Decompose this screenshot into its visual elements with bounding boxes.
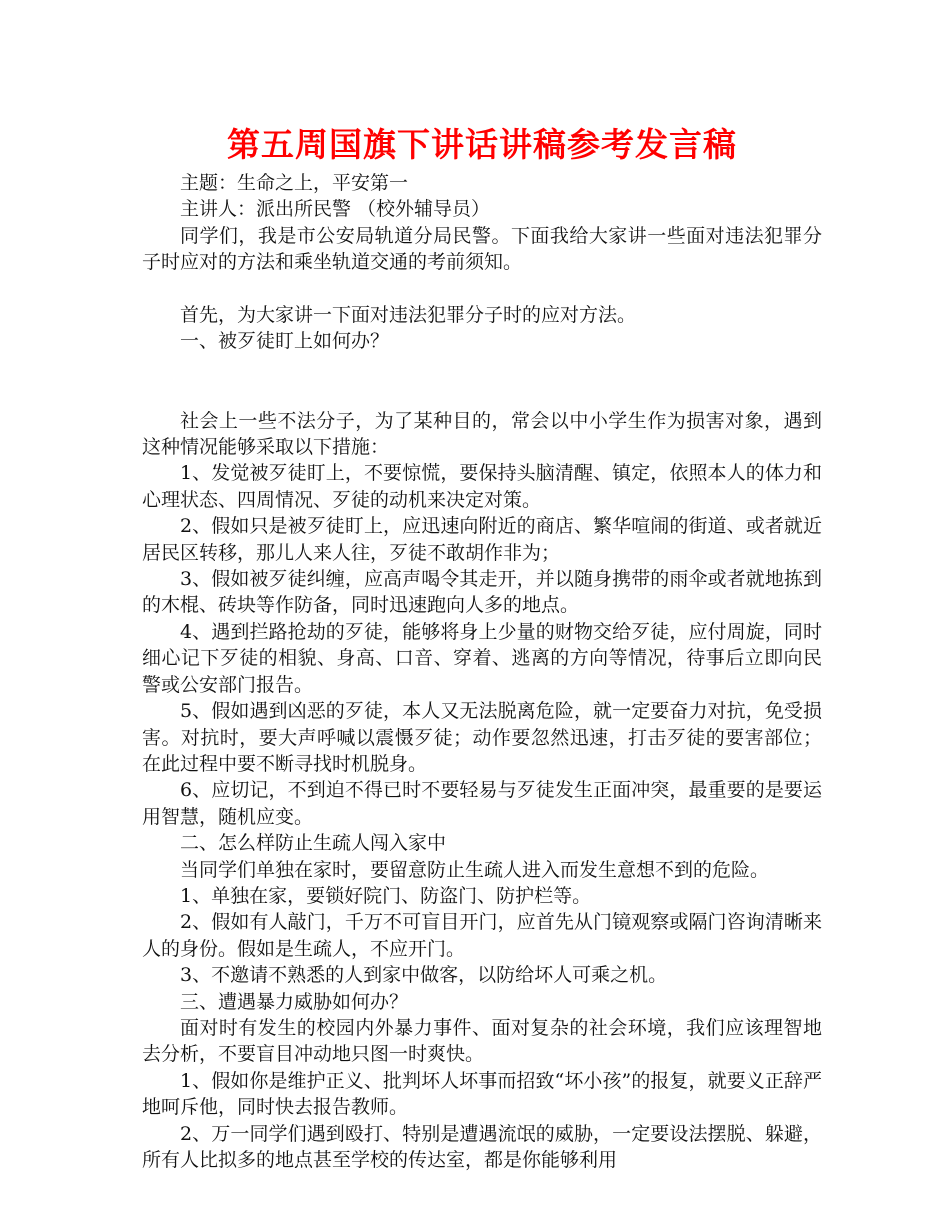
- section-heading: 二、怎么样防止生疏人闯入家中: [180, 832, 447, 855]
- section-heading: 一、被歹徒盯上如何办？: [180, 330, 390, 353]
- list-item: 3、假如被歹徒纠缠，应高声喝令其走开，并以随身携带的雨伞或者就地拣到的木棍、砖块等作防备，同时迅速跑向人多的地点。: [142, 568, 822, 617]
- list-item: 2、假如只是被歹徒盯上，应迅速向附近的商店、繁华喧闹的街道、或者就近居民区转移，那儿人来人往，歹徒不敢胡作非为；: [142, 515, 822, 564]
- paragraph: 面对时有发生的校园内外暴力事件、面对复杂的社会环境，我们应该理智地去分析，不要盲目冲动地只图一时爽快。: [142, 1016, 822, 1066]
- list-item: 5、假如遇到凶恶的歹徒，本人又无法脱离危险，就一定要奋力对抗，免受损害。对抗时，要大声呼喊以震慑歹徒；动作要忽然迅速，打击歹徒的要害部位；在此过程中要不断寻找时机脱身。: [142, 700, 822, 775]
- list-item: 2、假如有人敲门，千万不可盲目开门，应首先从门镜观察或隔门咨询清晰来人的身份。假如是生疏人，不应开门。: [142, 911, 822, 960]
- list-item: 1、发觉被歹徒盯上，不要惊慌，要保持头脑清醒、镇定，依照本人的体力和心理状态、四周情况、歹徒的动机来决定对策。: [142, 462, 822, 511]
- list-item: 3、不邀请不熟悉的人到家中做客，以防给坏人可乘之机。: [180, 964, 668, 987]
- list-item: 2、万一同学们遇到殴打、特别是遭遇流氓的威胁，一定要设法摆脱、躲避，所有人比拟多的地点甚至学校的传达室，都是你能够利用: [142, 1122, 822, 1171]
- paragraph-spacer: [142, 355, 822, 408]
- list-item: 4、遇到拦路抢劫的歹徒，能够将身上少量的财物交给歹徒，应付周旋，同时细心记下歹徒的相貌、身高、口音、穿着、逃离的方向等情况，待事后立即向民警或公安部门报告。: [142, 620, 822, 696]
- document-page: [142, 122, 822, 1173]
- paragraph-speaker: 主讲人：派出所民警 （校外辅导员）: [180, 198, 491, 221]
- section-heading: 三、遭遇暴力威胁如何办？: [180, 990, 409, 1013]
- list-item: 1、假如你是维护正义、批判坏人坏事而招致“坏小孩”的报复，就要义正辞严地呵斥他，同时快去报告教师。: [142, 1069, 822, 1119]
- paragraph: 首先，为大家讲一下面对违法犯罪分子时的应对方法。: [180, 304, 637, 327]
- paragraph: 同学们，我是市公安局轨道分局民警。下面我给大家讲一些面对违法犯罪分子时应对的方法和乘坐轨道交通的考前须知。: [142, 224, 822, 274]
- paragraph-spacer: [142, 276, 822, 302]
- paragraph-topic: 主题：生命之上，平安第一: [180, 172, 409, 194]
- paragraph: 当同学们单独在家时，要留意防止生疏人进入而发生意想不到的危险。: [180, 858, 770, 881]
- paragraph: 社会上一些不法分子，为了某种目的，常会以中小学生作为损害对象，遇到这种情况能够采取以下措施：: [142, 409, 822, 459]
- list-item: 1、单独在家，要锁好院门、防盗门、防护栏等。: [180, 884, 592, 907]
- document-body: [142, 170, 822, 1173]
- document-title: 第五周国旗下讲话讲稿参考发言稿: [227, 125, 737, 164]
- list-item: 6、应切记，不到迫不得已时不要轻易与歹徒发生正面冲突，最重要的是要运用智慧，随机应变。: [142, 779, 822, 828]
